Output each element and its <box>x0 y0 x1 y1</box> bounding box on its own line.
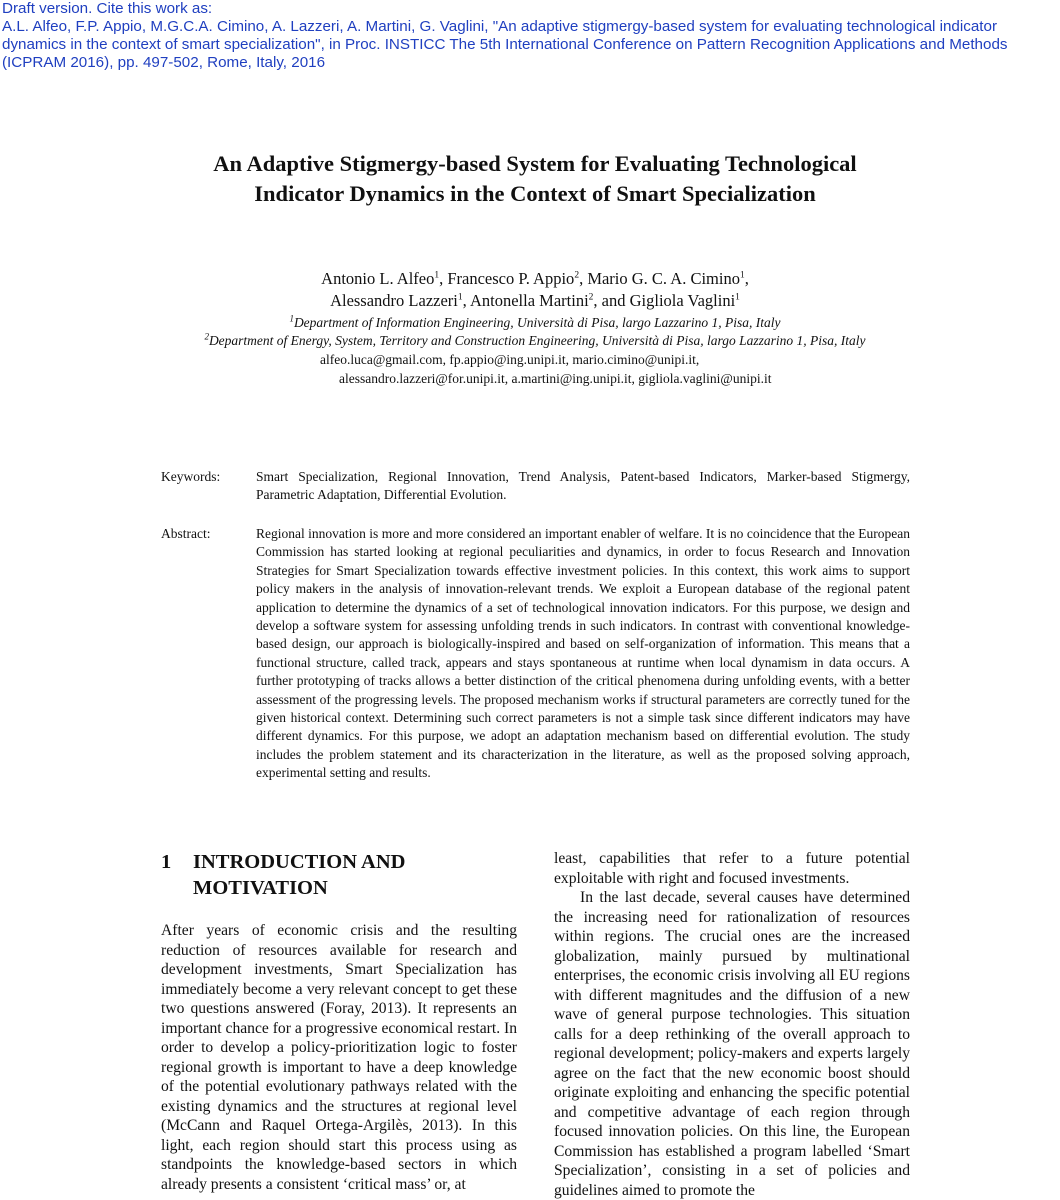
email-line-2: alessandro.lazzeri@for.unipi.it, a.martini@ing.unipi.it, gigliola.vaglini@unipi.it <box>339 371 772 386</box>
affiliation-1 <box>80 314 990 331</box>
author-affiliation-mark: 2 <box>588 292 594 303</box>
author-list <box>140 268 930 312</box>
author-name: Francesco P. Appio <box>447 269 575 288</box>
paper-title <box>100 149 970 209</box>
section-title-line-1: INTRODUCTION AND <box>193 851 406 873</box>
body-column-left <box>161 921 517 1194</box>
affiliation-text: Department of Information Engineering, Università di Pisa, largo Lazzarino 1, Pisa, Italy <box>293 315 781 330</box>
author-line-1: Antonio L. Alfeo$^1$, Francesco P. Appio$^2$, Mario G. C. A. Cimino$^1$, <box>321 269 749 288</box>
draft-notice-line-3: dynamics in the context of smart specialization", in Proc. INSTICC The 5th International Conference on Pattern Recognition Applications and Methods <box>2 36 1008 53</box>
author-affiliation-mark: 1 <box>434 270 440 281</box>
author-name: Antonella Martini <box>469 291 589 310</box>
paper-title-line-1: An Adaptive Stigmergy-based System for Evaluating Technological <box>213 151 857 176</box>
author-name: Antonio L. Alfeo <box>321 269 435 288</box>
body-paragraph: After years of economic crisis and the resulting reduction of resources available for research and development investments, Smart Specialization has immediately become a very relevant concept to get these two questions answered (Foray, 2013). It represents an important chance for a progressive economical restart. In order to develop a policy-prioritization logic to foster regional growth is important to have a deep knowledge of the potential evolutionary pathways related with the existing dynamics and the structures at regional level (McCann and Raquel Ortega-Argilès, 2013). In this light, each region should start this process using as standpoints the knowledge-based sectors in which already presents a consistent ‘critical mass’ or, at <box>161 922 517 1193</box>
draft-notice-line-4: (ICPRAM 2016), pp. 497-502, Rome, Italy, 2016 <box>2 54 326 71</box>
author-affiliation-mark: 1 <box>735 292 740 303</box>
section-number: 1 <box>161 851 172 873</box>
author-line-2: Alessandro Lazzeri$^1$, Antonella Martini$^2$, and Gigliola Vaglini$^1$ <box>330 291 740 310</box>
affiliation-mark: 1 <box>289 313 294 324</box>
body-paragraph: least, capabilities that refer to a future potential exploitable with right and focused investments. <box>554 850 910 887</box>
abstract-text: Regional innovation is more and more considered an important enabler of welfare. It is no coincidence that the European Commission has started looking at regional peculiarities and dynamics, in order to focus Research and Innovation Strategies for Smart Specialization towards effective investment policies. In this context, this work aims to support policy makers in the analysis of innovation-relevant trends. We exploit a European database of the regional patent application to determine the dynamics of a set of technological innovation indicators. For this purpose, we design and develop a software system for assessing unfolding trends in such indicators. In contrast with conventional knowledge-based design, our approach is biologically-inspired and based on self-organization of information. This means that a functional structure, called track, appears and stays spontaneous at runtime when local dynamism in data occurs. A further prototyping of tracks allows a better distinction of the critical phenomena during unfolding events, with a better assessment of the progressing levels. The proposed mechanism works if structural parameters are correctly tuned for the given historical context. Determining such correct parameters is not a simple task since different indicators may have different dynamics. For this purpose, we adopt an adaptation mechanism based on differential evolution. The study includes the problem statement and its characterization in the literature, as well as the proposed solving approach, experimental setting and results. <box>256 526 910 781</box>
keywords-text: Smart Specialization, Regional Innovation, Trend Analysis, Patent-based Indicators, Marker-based Stigmergy, Parametric Adaptation, Differential Evolution. <box>256 469 910 503</box>
email-line-1: alfeo.luca@gmail.com, fp.appio@ing.unipi.it, mario.cimino@unipi.it, <box>320 352 700 367</box>
affiliation-2 <box>80 332 990 349</box>
paper-title-line-2: Indicator Dynamics in the Context of Smart Specialization <box>254 181 816 206</box>
author-name: and Gigliola Vaglini <box>601 291 736 310</box>
section-title <box>193 849 513 901</box>
affiliation-mark: 2 <box>204 331 209 342</box>
author-name: Mario G. C. A. Cimino <box>587 269 740 288</box>
author-affiliation-mark: 1 <box>457 292 463 303</box>
abstract-label: Abstract: <box>161 526 211 541</box>
affiliation-text: Department of Energy, System, Territory and Construction Engineering, Università di Pisa, largo Lazzarino 1, Pisa, Italy <box>208 333 866 348</box>
body-paragraph: In the last decade, several causes have determined the increasing need for rationalization of resources within regions. The crucial ones are the increased globalization, mainly pursued by multinational enterprises, the economic crisis involving all EU regions with different magnitudes and the diffusion of a new wave of general purpose technologies. This situation calls for a deep rethinking of the overall approach to regional development; policy-makers and experts largely agree on the fact that the new economic boost should originate exploiting and enhancing the specific potential and competitive advantage of each region through focused innovation policies. On this line, the European Commission has established a program labelled ‘Smart Specialization’, consisting in a set of policies and guidelines aimed to promote the <box>554 889 910 1199</box>
keywords-label: Keywords: <box>161 469 221 484</box>
draft-notice <box>2 0 1058 72</box>
author-affiliation-mark: 1 <box>739 270 745 281</box>
draft-notice-line-2: A.L. Alfeo, F.P. Appio, M.G.C.A. Cimino, A. Lazzeri, A. Martini, G. Vaglini, "An adaptive stigmergy-based system for evaluating technological indicator <box>2 18 998 35</box>
body-column-right <box>554 849 910 1200</box>
author-name: Alessandro Lazzeri <box>330 291 458 310</box>
section-title-line-2: MOTIVATION <box>193 877 328 899</box>
author-affiliation-mark: 2 <box>574 270 580 281</box>
draft-notice-line-1: Draft version. Cite this work as: <box>2 0 213 17</box>
